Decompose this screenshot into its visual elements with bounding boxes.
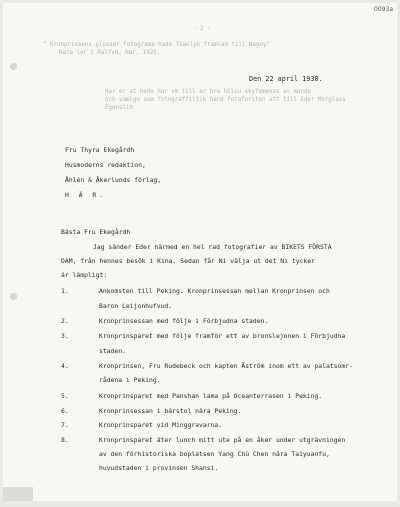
item-line: Ankomsten till Peking. Kronprinsessan mellan Kronprinsen och (99, 287, 330, 295)
item-number: 1. (61, 287, 69, 295)
letter-page (3, 3, 397, 501)
item-line: Baron Leijonhufvud. (99, 302, 173, 310)
faded-text-line: Har er at hade har vm till er bra hilsu skyfemenas av mande (105, 89, 311, 95)
item-number: 7. (61, 421, 69, 429)
item-number: 3. (61, 332, 69, 340)
archive-number: 0093a (374, 6, 393, 13)
intro-line: DAM, från hennes besök i Kina. Sedan får Ni välja ut det Ni tycker (61, 257, 315, 265)
item-line: huvudstaden i provinsen Shansi. (99, 464, 219, 472)
intro-line: Jag sänder Eder härmed en hel rad fotografier av BIKETS FÖRSTA (93, 243, 332, 251)
faded-text-line: " Kronprinsens plusser fotograma hade Tsanlyk framlad till Nagoy" (43, 42, 270, 48)
item-number: 2. (61, 317, 69, 325)
recipient-name: Fru Thyra Ekegårdh (65, 146, 135, 154)
faded-page-number: - 2 - (193, 26, 211, 32)
item-line: Kronprinsparet med Panshan lama på Oceanterrasen i Peking. (99, 392, 323, 400)
item-line: Kronprinsen, Fru Rudebeck och kapten Åström inom ett av palatsomr- (99, 362, 353, 370)
item-line: Kronprinsparet med följe framför ett av bronslejonen i Förbjudna (99, 332, 346, 340)
faded-text-line: Nara ler i Ralfvd, Nar. 1925. (59, 50, 161, 56)
item-line: av den förhistoriska boplatsen Yang Chü Chen nära Taiyuanfu, (99, 450, 330, 458)
item-line: Kronprinsessan med följe i Förbjudna staden. (99, 317, 269, 325)
intro-line: är lämpligt: (61, 271, 108, 279)
item-number: 6. (61, 407, 69, 415)
item-line: staden. (99, 347, 126, 355)
item-line: Kronprinsparet äter lunch mitt ute på en åker under utgrävningen (99, 436, 346, 444)
recipient-department: Husmoderns redaktion, (65, 161, 146, 169)
salutation: Bästa Fru Ekegårdh (61, 228, 131, 236)
item-number: 8. (61, 436, 69, 444)
faded-text-line: Egenslih (105, 105, 133, 111)
item-line: Kronprinsparet vid Minggravarna. (99, 421, 223, 429)
item-line: Kronprinsessan i bärstol nära Peking. (99, 407, 242, 415)
punch-hole (10, 63, 17, 70)
recipient-company: Åhlén & Åkerlunds förlag, (65, 176, 162, 184)
faded-text-line: och vamlgu som fotograffiltik hand foraferiten att till Eder Morglass (105, 97, 346, 103)
recipient-city: H Ä R. (65, 191, 107, 199)
punch-hole (10, 293, 17, 300)
item-number: 5. (61, 392, 69, 400)
letter-date: Den 22 april 1930. (249, 75, 323, 83)
page-corner-shadow (3, 487, 33, 501)
item-line: rådena i Peking. (99, 376, 161, 384)
item-number: 4. (61, 362, 69, 370)
